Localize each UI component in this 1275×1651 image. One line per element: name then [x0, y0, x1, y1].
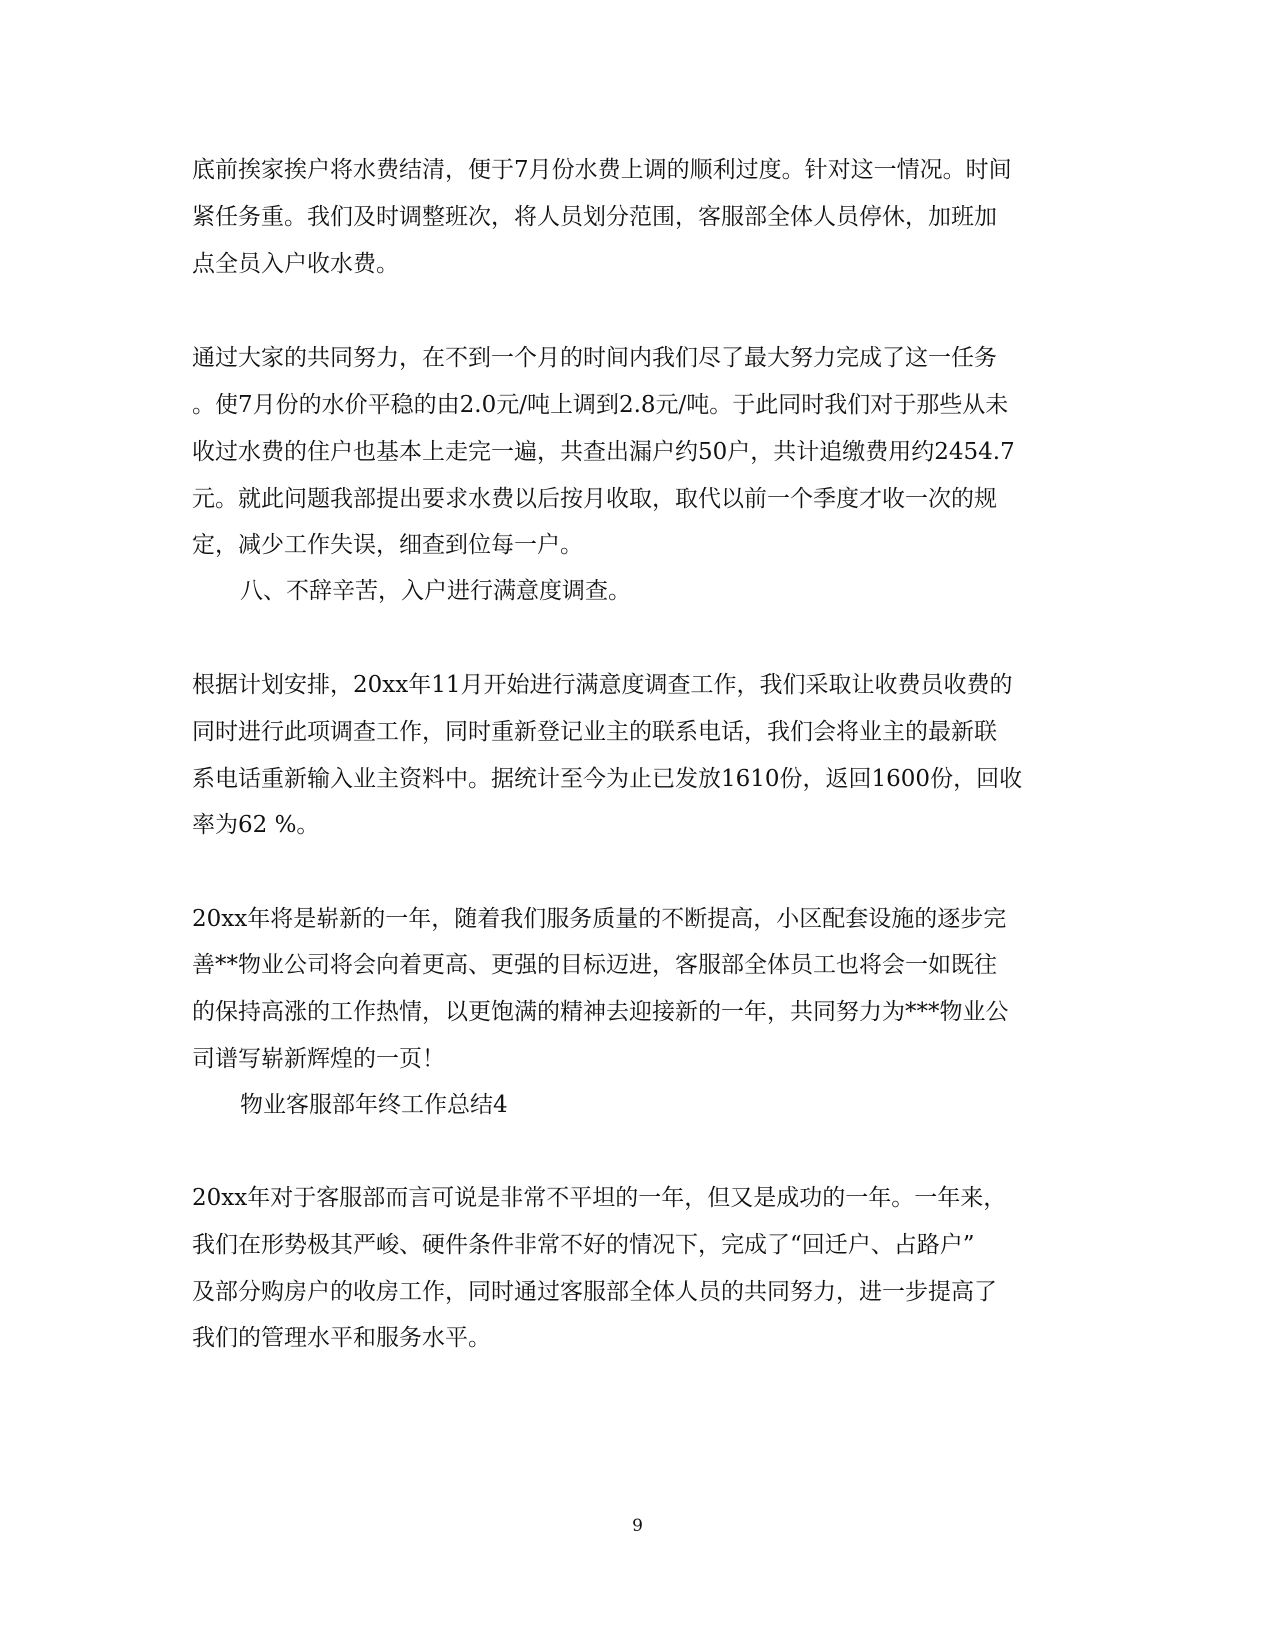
paragraph-line: 。使7月份的水价平稳的由2.0元/吨上调到2.8元/吨。于此同时我们对于那些从未	[192, 392, 1009, 418]
paragraph-line: 20xx年将是崭新的一年，随着我们服务质量的不断提高，小区配套设施的逐步完	[192, 906, 1007, 932]
page-number: 9	[632, 1516, 643, 1536]
paragraph-line: 20xx年对于客服部而言可说是非常不平坦的一年，但又是成功的一年。一年来，	[192, 1185, 1007, 1211]
paragraph-line: 司谱写崭新辉煌的一页！	[192, 1046, 445, 1072]
paragraph-line: 点全员入户收水费。	[192, 251, 399, 277]
paragraph-line: 我们在形势极其严峻、硬件条件非常不好的情况下，完成了“回迁户、占路户”	[192, 1232, 975, 1258]
paragraph-line: 收过水费的住户也基本上走完一遍，共查出漏户约50户，共计追缴费用约2454.7	[192, 439, 1015, 465]
paragraph-line: 及部分购房户的收房工作，同时通过客服部全体人员的共同努力，进一步提高了	[192, 1279, 997, 1305]
paragraph-line: 率为62 %。	[192, 812, 320, 838]
paragraph-line: 系电话重新输入业主资料中。据统计至今为止已发放1610份，返回1600份，回收	[192, 766, 1023, 792]
paragraph-line: 通过大家的共同努力，在不到一个月的时间内我们尽了最大努力完成了这一任务	[192, 345, 997, 371]
paragraph-line: 的保持高涨的工作热情，以更饱满的精神去迎接新的一年，共同努力为***物业公	[192, 999, 1009, 1025]
section-heading: 八、不辞辛苦，入户进行满意度调查。	[240, 578, 631, 604]
paragraph-line: 紧任务重。我们及时调整班次，将人员划分范围，客服部全体人员停休，加班加	[192, 204, 997, 230]
paragraph-line: 同时进行此项调查工作，同时重新登记业主的联系电话，我们会将业主的最新联	[192, 719, 997, 745]
paragraph-line: 底前挨家挨户将水费结清，便于7月份水费上调的顺利过度。针对这一情况。时间	[192, 157, 1012, 183]
paragraph-line: 我们的管理水平和服务水平。	[192, 1325, 491, 1351]
paragraph-line: 善**物业公司将会向着更高、更强的目标迈进，客服部全体员工也将会一如既往	[192, 952, 997, 978]
section-heading: 物业客服部年终工作总结4	[240, 1092, 508, 1118]
paragraph-line: 根据计划安排，20xx年11月开始进行满意度调查工作，我们采取让收费员收费的	[192, 672, 1013, 698]
paragraph-line: 定，减少工作失误，细查到位每一户。	[192, 532, 583, 558]
paragraph-line: 元。就此问题我部提出要求水费以后按月收取，取代以前一个季度才收一次的规	[192, 486, 997, 512]
